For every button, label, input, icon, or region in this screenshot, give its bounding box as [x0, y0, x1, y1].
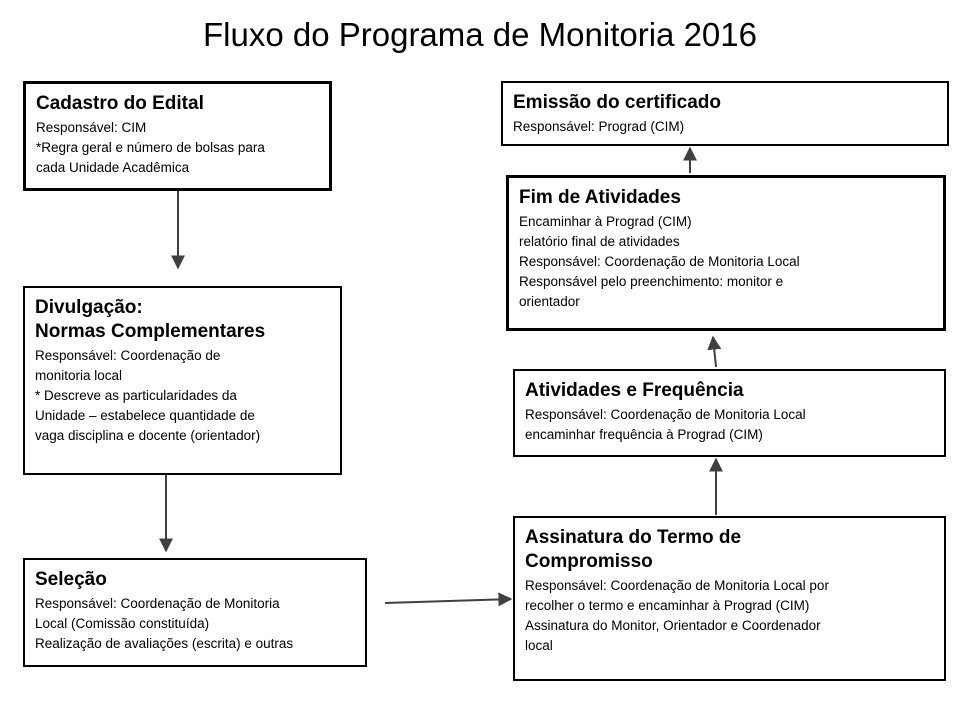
box-divulgacao [23, 286, 342, 475]
box-line: * Descreve as particularidades da [35, 388, 237, 403]
box-line: orientador [519, 294, 580, 309]
box-line: Responsável: CIM [36, 120, 147, 135]
box-line: monitoria local [35, 368, 123, 383]
box-fim-atividades [506, 175, 946, 331]
box-title: Fim de Atividades [519, 187, 681, 208]
box-line: Responsável: Coordenação de Monitoria Local [519, 254, 800, 269]
box-selecao [23, 558, 367, 667]
arrow-selecao-to-assinatura [385, 599, 511, 603]
box-title: Divulgação: [35, 297, 143, 318]
box-line: Responsável: Coordenação de Monitoria Local [525, 407, 806, 422]
box-line: Local (Comissão constituída) [35, 616, 210, 631]
box-line: cada Unidade Acadêmica [36, 160, 190, 175]
box-title: Seleção [35, 569, 107, 590]
box-line: encaminhar frequência à Prograd (CIM) [525, 427, 763, 442]
box-title: Atividades e Frequência [525, 380, 744, 401]
box-title: Cadastro do Edital [36, 93, 204, 114]
box-line: Unidade – estabelece quantidade de [35, 408, 255, 423]
box-title: Emissão do certificado [513, 92, 722, 113]
box-line: Assinatura do Monitor, Orientador e Coordenador [525, 618, 821, 633]
box-line: Responsável: Coordenação de Monitoria Local por [525, 578, 829, 593]
box-line: Responsável pelo preenchimento: monitor e [519, 274, 784, 289]
box-atividades-frequencia [513, 369, 946, 457]
box-assinatura-termo [513, 516, 946, 681]
box-emissao-certificado [501, 81, 949, 146]
box-line: Responsável: Coordenação de Monitoria [35, 596, 280, 611]
arrow-atividades-to-fim [713, 337, 716, 367]
box-line: local [525, 638, 553, 653]
diagram-title: Fluxo do Programa de Monitoria 2016 [203, 16, 757, 53]
box-line: relatório final de atividades [519, 234, 680, 249]
box-title: Assinatura do Termo de [525, 527, 742, 548]
box-line: recolher o termo e encaminhar à Prograd (CIM) [525, 598, 810, 613]
box-line: vaga disciplina e docente (orientador) [35, 428, 261, 443]
box-title-line2: Normas Complementares [35, 321, 266, 342]
box-cadastro-edital [23, 81, 332, 191]
box-line: Responsável: Coordenação de [35, 348, 221, 363]
box-line: Responsável: Prograd (CIM) [513, 119, 685, 134]
box-title-line2: Compromisso [525, 551, 653, 572]
box-line: Realização de avaliações (escrita) e outras [35, 636, 294, 651]
box-line: Encaminhar à Prograd (CIM) [519, 214, 692, 229]
box-line: *Regra geral e número de bolsas para [36, 140, 265, 155]
